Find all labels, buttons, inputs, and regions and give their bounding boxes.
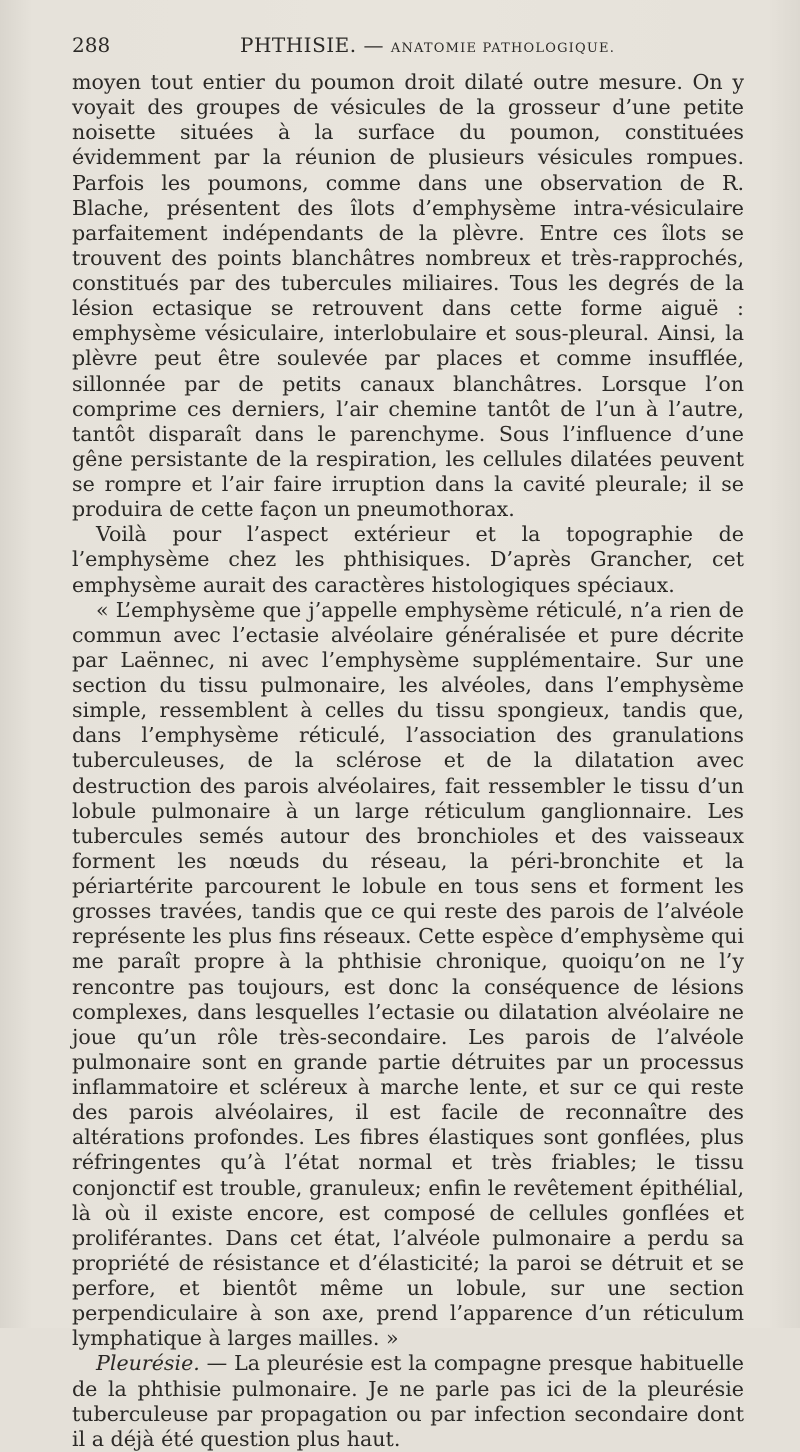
pleuresie-text: — La pleurésie est la compagne presque habituelle de la phthisie pulmonaire. Je ne parle pas ici de la pleurésie tuberculeuse par propagation ou par infection secondaire dont il a déjà été question plus haut. — [72, 1351, 744, 1451]
running-title-subtitle: ANATOMIE PATHOLOGIQUE. — [390, 41, 616, 56]
paragraph-grancher-intro: Voilà pour l’aspect extérieur et la topographie de l’emphysème chez les phthisiques. D’après Grancher, cet emphysème aurait des caractères histologiques spéciaux. — [72, 522, 744, 597]
running-header — [72, 30, 744, 60]
running-title-main: PHTHISIE. — [240, 33, 357, 57]
body-text — [72, 70, 744, 1452]
running-title-dash: — — [363, 33, 384, 57]
paragraph-grancher-quote: « L’emphysème que j’appelle emphysème réticulé, n’a rien de commun avec l’ectasie alvéolaire généralisée et pure décrite par Laënnec, ni avec l’emphysème supplémentaire. Sur une section du tissu pulmonaire, les alvéoles, dans l’emphysème simple, ressemblent à celles du tissu spongieux, tandis que, dans l’emphysème réticulé, l’association des granulations tuberculeuses, de la sclérose et de la dilatation avec destruction des parois alvéolaires, fait ressembler le tissu d’un lobule pulmonaire à un large réticulum ganglionnaire. Les tubercules semés autour des bronchioles et des vaisseaux forment les nœuds du réseau, la péri-bronchite et la périartérite parcourent le lobule en tous sens et forment les grosses travées, tandis que ce qui reste des parois de l’alvéole représente les plus fins réseaux. Cette espèce d’emphysème qui me paraît propre à la phthisie chronique, quoiqu’on ne l’y rencontre pas toujours, est donc la conséquence de lésions complexes, dans lesquelles l’ectasie ou dilatation alvéolaire ne joue qu’un rôle très-secondaire. Les parois de l’alvéole pulmonaire sont en grande partie détruites par un processus inflammatoire et scléreux à marche lente, et sur ce qui reste des parois alvéolaires, il est facile de reconnaître des altérations profondes. Les fibres élastiques sont gonflées, plus réfringentes qu’à l’état normal et très friables; le tissu conjonctif est trouble, granuleux; enfin le revêtement épithélial, là où il existe encore, est composé de cellules gonflées et proliférantes. Dans cet état, l’alvéole pulmonaire a perdu sa propriété de résistance et d’élasticité; la paroi se détruit et se perfore, et bientôt même un lobule, sur une section perpendiculaire à son axe, prend l’apparence d’un réticulum lymphatique à larges mailles. » — [72, 597, 744, 1351]
paragraph-emphysema-description: moyen tout entier du poumon droit dilaté outre mesure. On y voyait des groupes de vésicules de la grosseur d’une petite noisette situées à la surface du poumon, constituées évidemment par la réunion de plusieurs vésicules rompues. Parfois les poumons, comme dans une observation de R. Blache, présentent des îlots d’emphysème intra-vésiculaire parfaitement indépendants de la plèvre. Entre ces îlots se trouvent des points blanchâtres nombreux et très-rapprochés, constitués par des tubercules miliaires. Tous les degrés de la lésion ectasique se retrouvent dans cette forme aiguë : emphysème vésiculaire, interlobulaire et sous-pleural. Ainsi, la plèvre peut être soulevée par places et comme insufflée, sillonnée par de petits canaux blanchâtres. Lorsque l’on comprime ces derniers, l’air chemine tantôt de l’un à l’autre, tantôt disparaît dans le parenchyme. Sous l’influence d’une gêne persistante de la respiration, les cellules dilatées peuvent se rompre et l’air faire irruption dans la cavité pleurale; il se produira de cette façon un pneumothorax. — [72, 70, 744, 522]
running-title — [240, 30, 615, 64]
pleuresie-heading: Pleurésie. — [96, 1351, 200, 1376]
paragraph-pleuresie — [72, 1351, 744, 1452]
page-number: 288 — [72, 33, 111, 57]
